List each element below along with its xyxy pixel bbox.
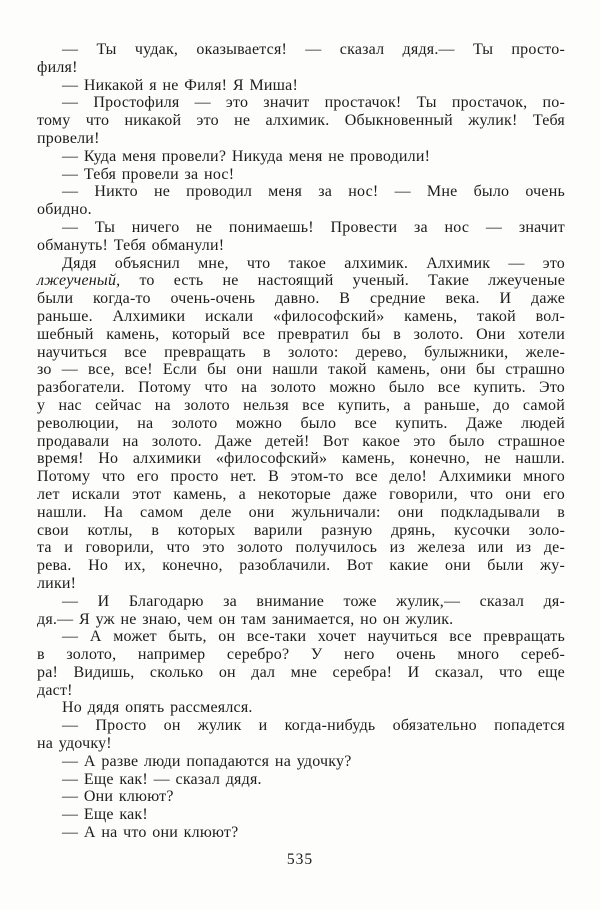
page-number: 535 xyxy=(286,851,314,868)
text-line: — А на что они клюют? xyxy=(62,824,239,842)
text-line: филя! xyxy=(37,58,78,76)
text-line: в золото, например серебро? У него очень много сереб- xyxy=(37,646,565,664)
text-line: — Тебя провели за нос! xyxy=(62,165,235,183)
italic-term: лжеученый, xyxy=(37,272,121,290)
text-segment: то есть не настоящий ученый. Такие лжеученые xyxy=(120,272,565,290)
text-line: — Еще как! xyxy=(62,806,148,824)
text-line xyxy=(37,272,565,290)
text-line: провели! xyxy=(37,129,100,147)
text-line: научиться все превращать в золото: дерево, булыжники, желе- xyxy=(37,343,565,361)
text-line: — Ты ничего не понимаешь! Провести за нос — значит xyxy=(62,218,565,236)
text-line: обмануть! Тебя обманули! xyxy=(37,236,225,254)
text-line: у нас сейчас на золото нельзя все купить, а раньше, до самой xyxy=(37,396,565,414)
text-line: революции, на золото можно было все купить. Даже людей xyxy=(37,414,565,432)
text-line: раньше. Алхимики искали «философский» камень, такой вол- xyxy=(37,307,565,325)
text-line: рева. Но их, конечно, разоблачили. Вот какие они были жу- xyxy=(37,557,565,575)
text-line: нашли. На самом деле они жульничали: они подкладывали в xyxy=(37,503,565,521)
text-line: Потому что его просто нет. В этом-то все дело! Алхимики много xyxy=(37,468,565,486)
text-line: — Просто он жулик и когда-нибудь обязательно попадется xyxy=(62,717,565,735)
text-line: ра! Видишь, сколько он дал мне серебра! И сказал, что еще xyxy=(37,663,565,681)
text-line: — И Благодарю за внимание тоже жулик,— сказал дя- xyxy=(62,592,565,610)
text-line: обидно. xyxy=(37,201,92,219)
text-line: время! Но алхимики «философский» камень, конечно, не нашли. xyxy=(37,450,565,468)
text-line: тому что никакой это не алхимик. Обыкновенный жулик! Тебя xyxy=(37,112,565,130)
text-line: — Они клюют? xyxy=(62,788,174,806)
text-line: — Никто не проводил меня за нос! — Мне было очень xyxy=(62,183,565,201)
text-line: продавали на золото. Даже детей! Вот какое это было страшное xyxy=(37,432,565,450)
text-line: дя.— Я уж не знаю, чем он там занимается, но он жулик. xyxy=(37,610,454,628)
text-line: — А разве люди попадаются на удочку? xyxy=(62,752,352,770)
text-line: та и говорили, что это золото получилось из железа или из де- xyxy=(37,539,565,557)
page-text xyxy=(37,41,565,842)
text-line: — Никакой я не Филя! Я Миша! xyxy=(62,76,298,94)
text-line: — Ты чудак, оказывается! — сказал дядя.— Ты просто- xyxy=(62,41,565,58)
text-line: Но дядя опять рассмеялся. xyxy=(62,699,253,717)
text-line: шебный камень, который все превратил бы в золото. Они хотели xyxy=(37,325,565,343)
text-line: Дядя объяснил мне, что такое алхимик. Алхимик — это xyxy=(62,254,565,272)
text-line: — Еще как! — сказал дядя. xyxy=(62,770,262,788)
text-line: — А может быть, он все-таки хочет научиться все превращать xyxy=(62,628,565,646)
text-line: лет искали этот камень, а некоторые даже говорили, что они его xyxy=(37,485,565,503)
text-line: разбогатели. Потому что на золото можно было все купить. Это xyxy=(37,379,565,397)
text-line: на удочку! xyxy=(37,735,112,753)
text-line: лики! xyxy=(37,574,77,592)
text-line: зо — все, все! Если бы они нашли такой камень, они бы страшно xyxy=(37,361,565,379)
text-line: — Куда меня провели? Никуда меня не проводили! xyxy=(62,147,431,165)
text-line: были когда-то очень-очень давно. В средние века. И даже xyxy=(37,290,565,308)
text-line: даст! xyxy=(37,681,73,699)
text-line: свои котлы, в которых варили разную дрянь, кусочки золо- xyxy=(37,521,565,539)
text-line: — Простофиля — это значит простачок! Ты простачок, по- xyxy=(62,94,565,112)
